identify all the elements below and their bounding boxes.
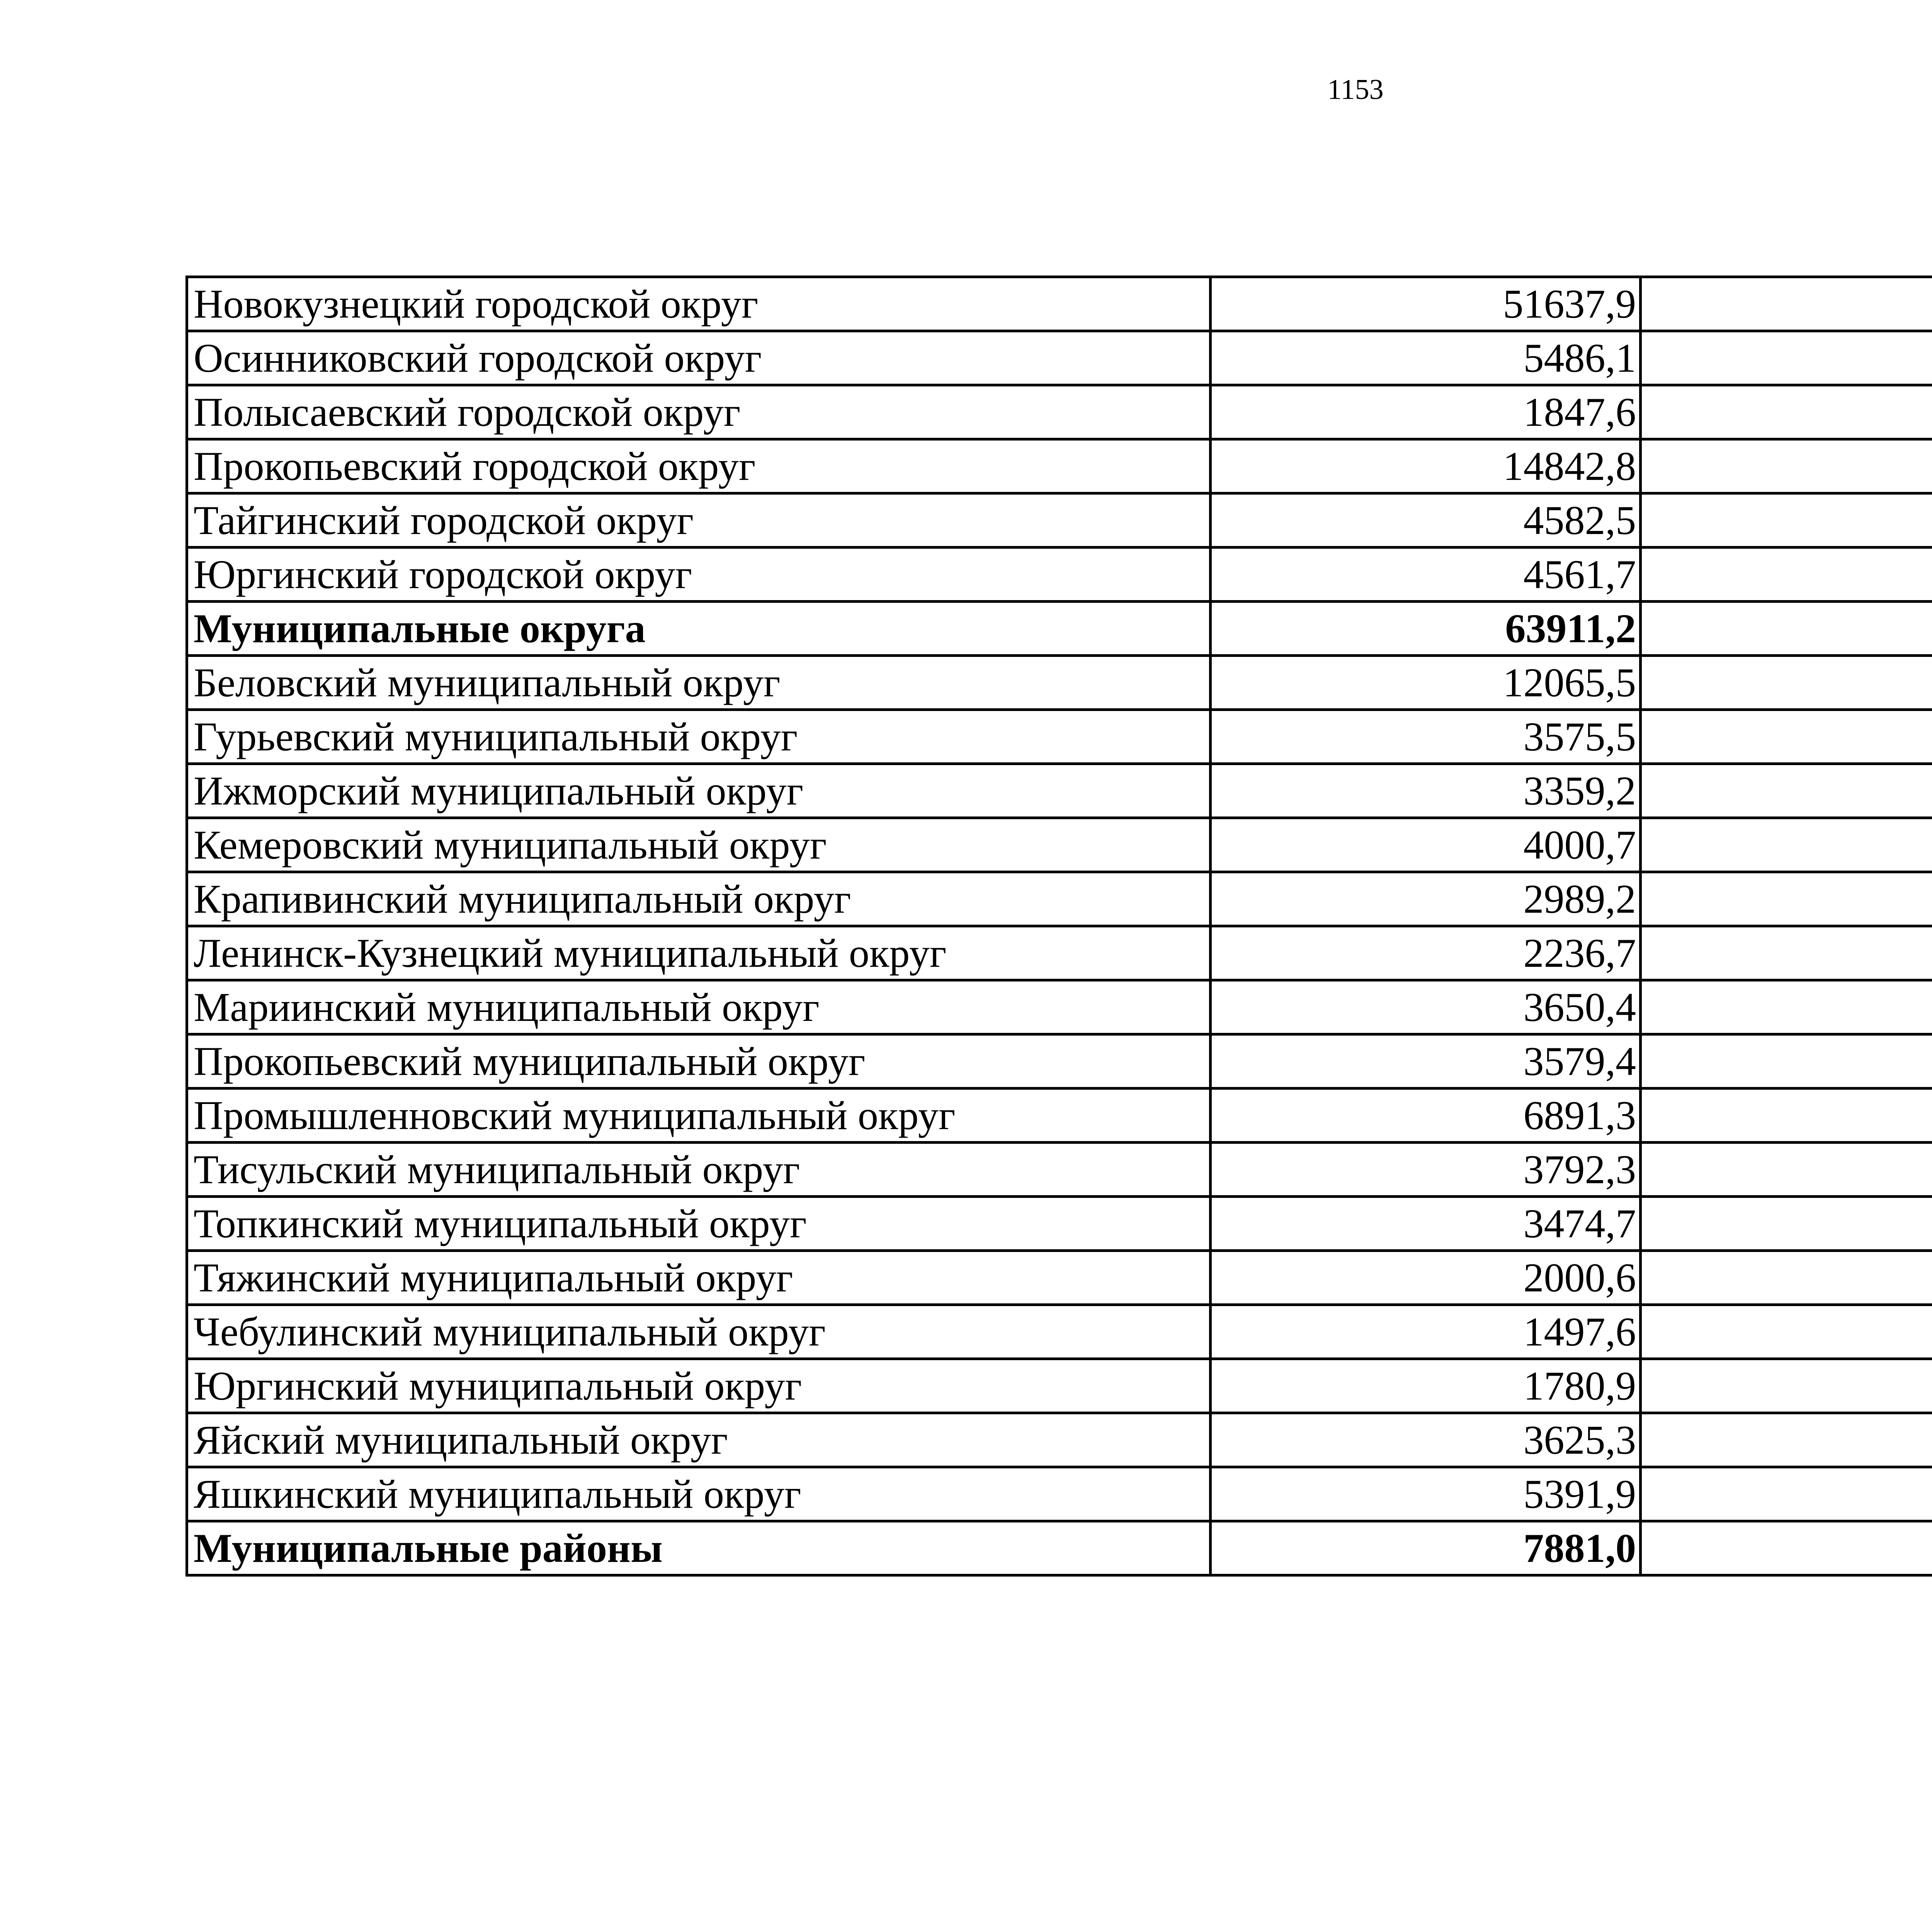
row-value-2-cell xyxy=(1641,493,1932,548)
row-value-1-cell: 12065,5 xyxy=(1211,656,1641,710)
row-value-1-cell: 1780,9 xyxy=(1211,1359,1641,1413)
row-value-2-cell xyxy=(1641,1143,1932,1197)
table-row xyxy=(187,385,1932,439)
row-value-2-cell xyxy=(1641,1413,1932,1467)
row-name-cell: Яшкинский муниципальный округ xyxy=(187,1467,1211,1521)
row-value-2-cell xyxy=(1641,764,1932,818)
row-value-1-cell: 3575,5 xyxy=(1211,710,1641,764)
table-row xyxy=(187,926,1932,980)
row-value-1-cell: 7881,0 xyxy=(1211,1521,1641,1575)
row-value-1-cell: 3474,7 xyxy=(1211,1197,1641,1251)
table-row xyxy=(187,1197,1932,1251)
table-row xyxy=(187,493,1932,548)
row-value-2-cell xyxy=(1641,1467,1932,1521)
row-name-cell: Ижморский муниципальный округ xyxy=(187,764,1211,818)
row-name-cell: Беловский муниципальный округ xyxy=(187,656,1211,710)
table-row xyxy=(187,277,1932,331)
row-name-cell: Новокузнецкий городской округ xyxy=(187,277,1211,331)
row-name-cell: Чебулинский муниципальный округ xyxy=(187,1305,1211,1359)
table-row xyxy=(187,980,1932,1034)
table-row xyxy=(187,764,1932,818)
table-total-row xyxy=(187,1521,1932,1575)
row-value-1-cell: 3792,3 xyxy=(1211,1143,1641,1197)
row-value-1-cell: 3359,2 xyxy=(1211,764,1641,818)
table-row xyxy=(187,1359,1932,1413)
row-value-1-cell: 2000,6 xyxy=(1211,1251,1641,1305)
row-value-2-cell xyxy=(1641,385,1932,439)
row-name-cell: Тайгинский городской округ xyxy=(187,493,1211,548)
row-value-1-cell: 2989,2 xyxy=(1211,872,1641,926)
row-name-cell: Яйский муниципальный округ xyxy=(187,1413,1211,1467)
row-value-1-cell: 63911,2 xyxy=(1211,602,1641,656)
row-value-2-cell xyxy=(1641,872,1932,926)
table-row xyxy=(187,331,1932,385)
row-value-2-cell xyxy=(1641,548,1932,602)
row-name-cell: Юргинский муниципальный округ xyxy=(187,1359,1211,1413)
row-value-1-cell: 3650,4 xyxy=(1211,980,1641,1034)
row-value-2-cell xyxy=(1641,1034,1932,1089)
table-row xyxy=(187,1089,1932,1143)
row-value-2-cell xyxy=(1641,656,1932,710)
row-value-2-cell xyxy=(1641,277,1932,331)
row-value-1-cell: 1497,6 xyxy=(1211,1305,1641,1359)
row-value-1-cell: 4000,7 xyxy=(1211,818,1641,872)
page-number: 1153 xyxy=(1327,74,1384,105)
table-body xyxy=(187,277,1932,1575)
row-value-1-cell: 1847,6 xyxy=(1211,385,1641,439)
table-row xyxy=(187,1413,1932,1467)
table-row xyxy=(187,1467,1932,1521)
table-row xyxy=(187,1305,1932,1359)
row-name-cell: Осинниковский городской округ xyxy=(187,331,1211,385)
row-name-cell: Тяжинский муниципальный округ xyxy=(187,1251,1211,1305)
table-row xyxy=(187,439,1932,493)
row-value-2-cell xyxy=(1641,1359,1932,1413)
row-name-cell: Прокопьевский муниципальный округ xyxy=(187,1034,1211,1089)
row-name-cell: Юргинский городской округ xyxy=(187,548,1211,602)
row-name-cell: Мариинский муниципальный округ xyxy=(187,980,1211,1034)
table-row xyxy=(187,710,1932,764)
row-value-2-cell xyxy=(1641,1197,1932,1251)
row-name-cell: Топкинский муниципальный округ xyxy=(187,1197,1211,1251)
table-row xyxy=(187,1143,1932,1197)
row-value-2-cell xyxy=(1641,1089,1932,1143)
row-value-2-cell xyxy=(1641,926,1932,980)
table-row xyxy=(187,818,1932,872)
row-value-1-cell: 4582,5 xyxy=(1211,493,1641,548)
row-value-2-cell xyxy=(1641,331,1932,385)
table-row xyxy=(187,548,1932,602)
row-value-2-cell xyxy=(1641,710,1932,764)
row-name-cell: Кемеровский муниципальный округ xyxy=(187,818,1211,872)
row-value-2-cell xyxy=(1641,439,1932,493)
row-name-cell: Ленинск-Кузнецкий муниципальный округ xyxy=(187,926,1211,980)
row-value-2-cell xyxy=(1641,1521,1932,1575)
row-value-2-cell xyxy=(1641,980,1932,1034)
table-row xyxy=(187,1034,1932,1089)
row-name-cell: Гурьевский муниципальный округ xyxy=(187,710,1211,764)
row-name-cell: Полысаевский городской округ xyxy=(187,385,1211,439)
row-value-2-cell xyxy=(1641,602,1932,656)
row-value-2-cell xyxy=(1641,1251,1932,1305)
row-value-1-cell: 5391,9 xyxy=(1211,1467,1641,1521)
row-name-cell: Муниципальные округа xyxy=(187,602,1211,656)
row-value-1-cell: 3579,4 xyxy=(1211,1034,1641,1089)
row-value-2-cell xyxy=(1641,818,1932,872)
row-value-1-cell: 4561,7 xyxy=(1211,548,1641,602)
budget-table xyxy=(185,276,1932,1577)
row-name-cell: Тисульский муниципальный округ xyxy=(187,1143,1211,1197)
row-value-1-cell: 6891,3 xyxy=(1211,1089,1641,1143)
table-row xyxy=(187,656,1932,710)
row-value-1-cell: 5486,1 xyxy=(1211,331,1641,385)
row-name-cell: Промышленновский муниципальный округ xyxy=(187,1089,1211,1143)
row-value-1-cell: 51637,9 xyxy=(1211,277,1641,331)
row-name-cell: Крапивинский муниципальный округ xyxy=(187,872,1211,926)
table-total-row xyxy=(187,602,1932,656)
row-value-1-cell: 14842,8 xyxy=(1211,439,1641,493)
row-name-cell: Муниципальные районы xyxy=(187,1521,1211,1575)
table-row xyxy=(187,872,1932,926)
row-value-2-cell xyxy=(1641,1305,1932,1359)
row-value-1-cell: 2236,7 xyxy=(1211,926,1641,980)
row-name-cell: Прокопьевский городской округ xyxy=(187,439,1211,493)
table-row xyxy=(187,1251,1932,1305)
row-value-1-cell: 3625,3 xyxy=(1211,1413,1641,1467)
